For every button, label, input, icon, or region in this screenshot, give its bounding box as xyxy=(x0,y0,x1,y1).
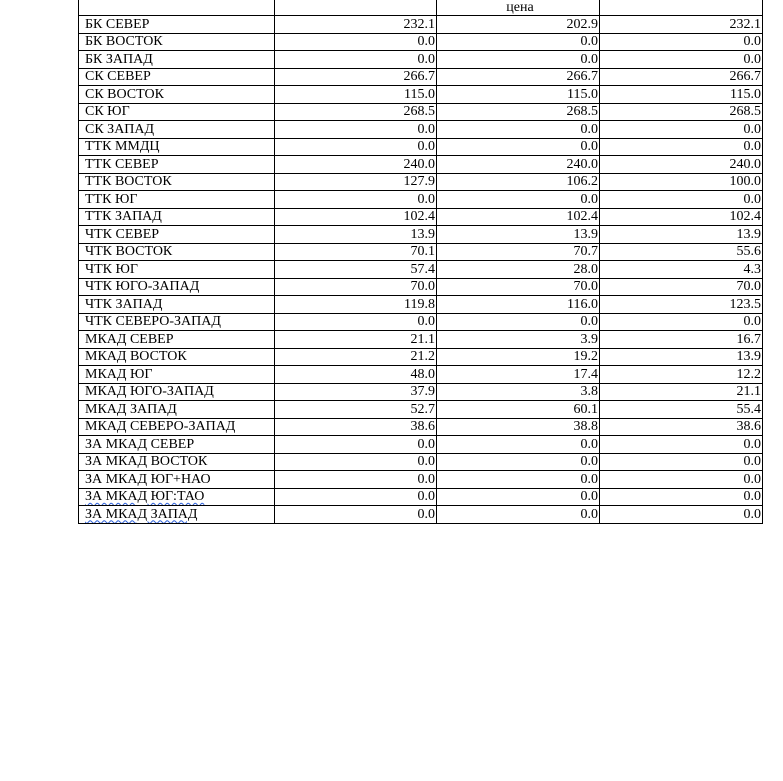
table-row xyxy=(79,156,763,174)
row-value-2: 0.0 xyxy=(437,51,600,69)
row-value-3: 13.9 xyxy=(600,226,763,244)
row-name: ЧТК ЮГО-ЗАПАД xyxy=(85,279,200,294)
table-row xyxy=(79,51,763,69)
table-row xyxy=(79,471,763,489)
row-value-3: 13.9 xyxy=(600,348,763,366)
row-value-1: 232.1 xyxy=(275,16,437,34)
row-name-cell xyxy=(79,51,275,69)
data-table xyxy=(78,0,763,524)
row-name-cell xyxy=(79,86,275,104)
row-name: ЧТК ЮГ xyxy=(85,261,138,277)
row-name: ЧТК ЗАПАД xyxy=(85,296,163,312)
row-value-3: 21.1 xyxy=(600,383,763,401)
row-value-3: 102.4 xyxy=(600,208,763,226)
row-value-1: 57.4 xyxy=(275,261,437,279)
row-name-cell xyxy=(79,68,275,86)
row-name-cell xyxy=(79,173,275,191)
row-value-1: 119.8 xyxy=(275,296,437,314)
header-cell-2 xyxy=(437,0,600,16)
row-name-cell xyxy=(79,418,275,436)
row-name-cell xyxy=(79,453,275,471)
row-name: СК СЕВЕР xyxy=(85,69,151,84)
row-name-cell xyxy=(79,366,275,384)
row-value-2: 116.0 xyxy=(437,296,600,314)
table-row xyxy=(79,208,763,226)
row-name: МКАД ЮГО-ЗАПАД xyxy=(85,384,214,399)
row-value-1: 48.0 xyxy=(275,366,437,384)
row-value-2: 0.0 xyxy=(437,121,600,139)
row-value-3: 0.0 xyxy=(600,121,763,139)
row-value-2: 3.9 xyxy=(437,331,600,349)
row-value-3: 100.0 xyxy=(600,173,763,191)
row-value-1: 0.0 xyxy=(275,51,437,69)
table-row xyxy=(79,401,763,419)
row-value-2: 268.5 xyxy=(437,103,600,121)
row-name: ЧТК СЕВЕР xyxy=(85,226,160,242)
row-value-2: 70.7 xyxy=(437,243,600,261)
row-name: ТТК ВОСТОК xyxy=(85,174,172,189)
row-value-2: 19.2 xyxy=(437,348,600,366)
row-value-3: 0.0 xyxy=(600,488,763,506)
row-value-1: 0.0 xyxy=(275,453,437,471)
row-value-3: 55.4 xyxy=(600,401,763,419)
row-name: ТТК СЕВЕР xyxy=(85,156,159,172)
row-value-2: 13.9 xyxy=(437,226,600,244)
row-value-2: 28.0 xyxy=(437,261,600,279)
row-name-cell xyxy=(79,296,275,314)
row-name: ЗА МКАД СЕВЕР xyxy=(85,436,195,452)
row-value-2: 115.0 xyxy=(437,86,600,104)
table-body xyxy=(79,0,763,523)
table-row xyxy=(79,383,763,401)
row-name-cell xyxy=(79,33,275,51)
row-value-3: 0.0 xyxy=(600,191,763,209)
row-value-2: 38.8 xyxy=(437,418,600,436)
row-name-cell xyxy=(79,471,275,489)
row-value-1: 0.0 xyxy=(275,488,437,506)
header-cell-2-text: цена xyxy=(506,0,534,15)
row-value-3: 115.0 xyxy=(600,86,763,104)
row-name: ЗА МКАД ЮГ:ТАО xyxy=(85,489,205,504)
row-name-cell xyxy=(79,488,275,506)
row-value-1: 0.0 xyxy=(275,313,437,331)
row-name-cell xyxy=(79,103,275,121)
row-value-1: 21.1 xyxy=(275,331,437,349)
table-row xyxy=(79,138,763,156)
row-value-1: 0.0 xyxy=(275,138,437,156)
row-value-3: 0.0 xyxy=(600,33,763,51)
row-value-3: 55.6 xyxy=(600,243,763,261)
row-name: МКАД ЗАПАД xyxy=(85,401,177,417)
table-row xyxy=(79,366,763,384)
row-value-1: 52.7 xyxy=(275,401,437,419)
row-value-3: 0.0 xyxy=(600,471,763,489)
table-row xyxy=(79,191,763,209)
row-name: ТТК ЗАПАД xyxy=(85,209,162,224)
row-value-3: 0.0 xyxy=(600,313,763,331)
row-name-cell xyxy=(79,226,275,244)
row-name: ЧТК ВОСТОК xyxy=(85,244,173,259)
row-value-3: 268.5 xyxy=(600,103,763,121)
row-value-2: 240.0 xyxy=(437,156,600,174)
row-value-1: 0.0 xyxy=(275,436,437,454)
row-name: ТТК ММДЦ xyxy=(85,139,160,154)
row-value-3: 0.0 xyxy=(600,51,763,69)
table-row xyxy=(79,296,763,314)
row-value-3: 0.0 xyxy=(600,506,763,524)
row-value-2: 0.0 xyxy=(437,506,600,524)
row-value-2: 266.7 xyxy=(437,68,600,86)
row-value-1: 127.9 xyxy=(275,173,437,191)
row-value-1: 0.0 xyxy=(275,471,437,489)
row-value-2: 106.2 xyxy=(437,173,600,191)
row-value-2: 0.0 xyxy=(437,453,600,471)
row-value-3: 0.0 xyxy=(600,138,763,156)
row-name-cell xyxy=(79,401,275,419)
row-name: МКАД СЕВЕР xyxy=(85,331,174,347)
row-name-cell xyxy=(79,191,275,209)
row-value-2: 0.0 xyxy=(437,138,600,156)
table-row xyxy=(79,348,763,366)
header-cell-name xyxy=(79,0,275,16)
row-name-cell xyxy=(79,313,275,331)
row-name-cell xyxy=(79,278,275,296)
row-value-1: 21.2 xyxy=(275,348,437,366)
row-value-1: 268.5 xyxy=(275,103,437,121)
table-row xyxy=(79,226,763,244)
row-name-cell xyxy=(79,261,275,279)
table-row xyxy=(79,488,763,506)
row-name: МКАД СЕВЕРО-ЗАПАД xyxy=(85,419,236,434)
table-row xyxy=(79,453,763,471)
row-value-1: 240.0 xyxy=(275,156,437,174)
row-value-3: 4.3 xyxy=(600,261,763,279)
table-row xyxy=(79,313,763,331)
row-value-2: 0.0 xyxy=(437,471,600,489)
row-name: БК ВОСТОК xyxy=(85,34,163,49)
row-value-3: 70.0 xyxy=(600,278,763,296)
table-row xyxy=(79,103,763,121)
row-name: СК ЗАПАД xyxy=(85,121,155,137)
table-row xyxy=(79,121,763,139)
header-cell-3 xyxy=(600,0,763,16)
row-value-2: 17.4 xyxy=(437,366,600,384)
row-name-cell xyxy=(79,243,275,261)
row-value-2: 0.0 xyxy=(437,313,600,331)
table-row xyxy=(79,173,763,191)
row-value-1: 0.0 xyxy=(275,191,437,209)
row-name: ЗА МКАД ЗАПАД xyxy=(85,506,198,522)
table-row xyxy=(79,436,763,454)
table-row xyxy=(79,16,763,34)
row-value-3: 232.1 xyxy=(600,16,763,34)
row-value-1: 0.0 xyxy=(275,121,437,139)
row-value-3: 266.7 xyxy=(600,68,763,86)
row-value-1: 0.0 xyxy=(275,506,437,524)
row-value-3: 0.0 xyxy=(600,453,763,471)
row-value-2: 0.0 xyxy=(437,33,600,51)
row-name: СК ЮГ xyxy=(85,104,130,119)
row-value-3: 0.0 xyxy=(600,436,763,454)
table-row xyxy=(79,68,763,86)
row-name: БК СЕВЕР xyxy=(85,16,150,32)
row-value-1: 102.4 xyxy=(275,208,437,226)
row-value-3: 16.7 xyxy=(600,331,763,349)
row-name: ТТК ЮГ xyxy=(85,191,138,207)
row-value-1: 115.0 xyxy=(275,86,437,104)
row-name-cell xyxy=(79,348,275,366)
row-value-1: 37.9 xyxy=(275,383,437,401)
row-name-cell xyxy=(79,383,275,401)
header-cell-1 xyxy=(275,0,437,16)
row-value-1: 38.6 xyxy=(275,418,437,436)
row-name: БК ЗАПАД xyxy=(85,51,153,67)
row-value-2: 202.9 xyxy=(437,16,600,34)
row-value-3: 123.5 xyxy=(600,296,763,314)
row-name-cell xyxy=(79,436,275,454)
row-value-1: 266.7 xyxy=(275,68,437,86)
row-name-cell xyxy=(79,121,275,139)
table-row xyxy=(79,243,763,261)
row-name-cell xyxy=(79,506,275,524)
row-value-1: 70.0 xyxy=(275,278,437,296)
table-row xyxy=(79,331,763,349)
row-value-1: 13.9 xyxy=(275,226,437,244)
row-name: МКАД ЮГ xyxy=(85,366,153,382)
row-value-2: 70.0 xyxy=(437,278,600,296)
table-header-row xyxy=(79,0,763,16)
row-name: ЗА МКАД ВОСТОК xyxy=(85,454,208,469)
row-name: ЧТК СЕВЕРО-ЗАПАД xyxy=(85,314,221,329)
row-name-cell xyxy=(79,156,275,174)
row-value-2: 60.1 xyxy=(437,401,600,419)
row-value-1: 0.0 xyxy=(275,33,437,51)
row-name-cell xyxy=(79,16,275,34)
table-row xyxy=(79,33,763,51)
row-value-3: 240.0 xyxy=(600,156,763,174)
row-value-2: 3.8 xyxy=(437,383,600,401)
table-row xyxy=(79,278,763,296)
row-value-2: 102.4 xyxy=(437,208,600,226)
row-value-2: 0.0 xyxy=(437,488,600,506)
row-name-cell xyxy=(79,138,275,156)
row-name-cell xyxy=(79,331,275,349)
row-value-2: 0.0 xyxy=(437,436,600,454)
table-row xyxy=(79,86,763,104)
row-value-3: 12.2 xyxy=(600,366,763,384)
table-row xyxy=(79,418,763,436)
row-name: СК ВОСТОК xyxy=(85,86,164,102)
row-name-cell xyxy=(79,208,275,226)
row-value-3: 38.6 xyxy=(600,418,763,436)
row-name: ЗА МКАД ЮГ+НАО xyxy=(85,471,211,487)
table-row xyxy=(79,261,763,279)
row-value-1: 70.1 xyxy=(275,243,437,261)
row-name: МКАД ВОСТОК xyxy=(85,349,187,364)
table-row xyxy=(79,506,763,524)
row-value-2: 0.0 xyxy=(437,191,600,209)
